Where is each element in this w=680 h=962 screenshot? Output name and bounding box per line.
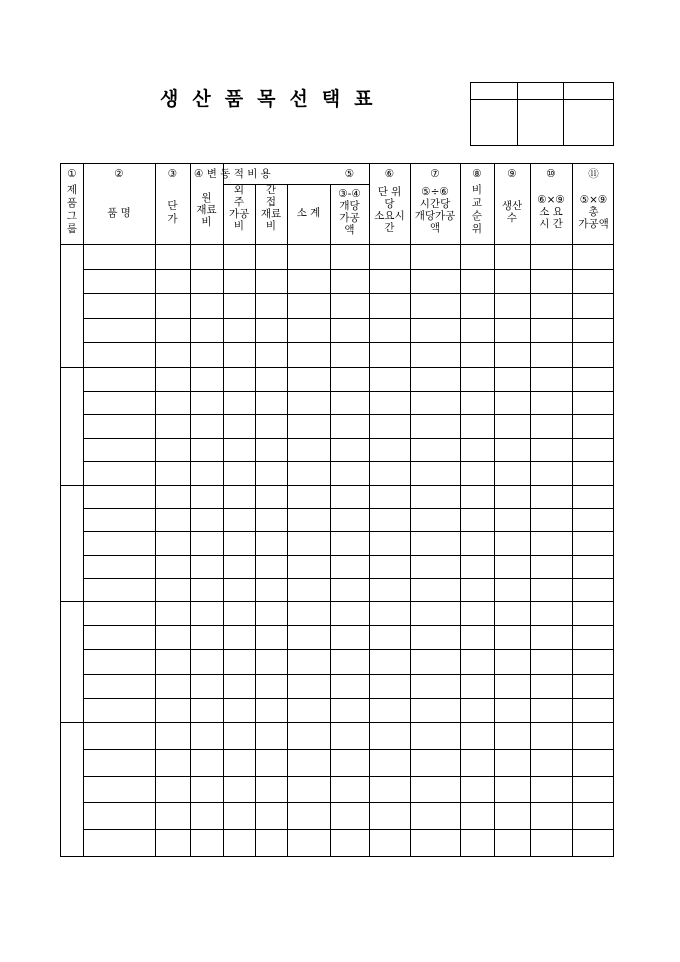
table-row — [83, 342, 613, 343]
title-char: 산 — [192, 88, 211, 110]
header-label: 제 — [66, 184, 78, 196]
header-label: 접 — [265, 196, 277, 208]
header-label: 품 — [66, 197, 78, 209]
header-label: 단 — [167, 200, 178, 212]
header-label: 시간당 — [419, 198, 451, 210]
header-label: 외 — [233, 184, 245, 196]
header-label: 소요시 — [374, 210, 405, 222]
header-number: ⑪ — [588, 168, 599, 180]
header-label: 그 — [66, 210, 78, 222]
header-label: 순 — [471, 210, 483, 222]
header-label: 가 — [167, 213, 178, 225]
column-line — [572, 164, 573, 856]
approval-divider — [563, 83, 564, 145]
header-label: ③-④ — [338, 188, 361, 200]
header-label: 비 — [471, 184, 483, 196]
table-row — [83, 578, 613, 579]
header-number: ⑧ — [472, 168, 482, 180]
table-row — [83, 391, 613, 392]
title-char: 표 — [354, 88, 373, 110]
column-line — [223, 164, 224, 856]
title-char: 목 — [257, 88, 276, 110]
header-label: 룹 — [66, 223, 78, 235]
column-line — [410, 164, 411, 856]
header-label: 간 — [384, 222, 395, 234]
header-label: ⑤×⑨ — [579, 194, 608, 206]
column-line — [255, 184, 256, 856]
title-char: 선 — [289, 88, 308, 110]
table-row — [83, 531, 613, 532]
header-number: ① — [67, 168, 77, 180]
column-line — [494, 164, 495, 856]
column-line — [460, 164, 461, 856]
table-row — [83, 555, 613, 556]
column-line — [530, 164, 531, 856]
table-row — [83, 461, 613, 462]
document-title — [160, 84, 387, 111]
group-divider — [61, 722, 613, 723]
table-row — [83, 269, 613, 270]
header-label: 소 계 — [296, 207, 321, 219]
header-number: ⑤ — [344, 168, 355, 180]
header-label: 생산 — [501, 200, 523, 212]
table-row — [83, 674, 613, 675]
header-label: 액 — [429, 222, 441, 234]
header-label: 가공 — [339, 212, 360, 224]
header-label: 수 — [506, 212, 518, 224]
header-label: 비 — [233, 220, 245, 232]
header-label: 품 명 — [107, 207, 131, 219]
column-line — [369, 164, 370, 856]
header-label: 교 — [471, 197, 483, 209]
group-divider — [61, 367, 613, 368]
header-label: 액 — [344, 224, 355, 236]
header-label: 원 — [201, 192, 212, 204]
header-label: 재료 — [260, 208, 282, 220]
group-divider — [61, 601, 613, 602]
header-label: 소 요 — [539, 206, 563, 218]
header-number: ③ — [167, 168, 178, 180]
approval-divider — [517, 83, 518, 145]
header-number: ⑦ — [430, 168, 440, 180]
column-line — [155, 164, 156, 856]
header-label: 가공 — [228, 208, 250, 220]
header-label: 비 — [265, 220, 277, 232]
table-row — [83, 625, 613, 626]
header-label: 시 간 — [539, 218, 563, 230]
column-line — [330, 184, 331, 856]
column-line — [83, 164, 84, 856]
table-row — [83, 698, 613, 699]
table-row — [83, 508, 613, 509]
header-number: ⑥ — [384, 168, 395, 180]
table-row — [83, 438, 613, 439]
table-row — [83, 829, 613, 830]
table-row — [83, 649, 613, 650]
table-row — [83, 802, 613, 803]
header-label: 가공액 — [578, 218, 609, 230]
header-label: 주 — [233, 196, 245, 208]
table-row — [83, 776, 613, 777]
title-char: 택 — [321, 88, 341, 110]
approval-divider — [471, 99, 613, 100]
approval-box — [470, 82, 614, 146]
title-char: 품 — [224, 88, 244, 110]
header-label: ⑥×⑨ — [537, 194, 565, 206]
column-line — [287, 184, 288, 856]
header-label: 위 — [471, 223, 483, 235]
header-label: 비 — [201, 216, 212, 228]
header-number: ② — [114, 168, 124, 180]
header-label: 재료 — [196, 204, 217, 216]
title-char: 생 — [160, 88, 179, 110]
header-label: 개당 — [339, 200, 360, 212]
group-divider — [61, 485, 613, 486]
header-label: 간 — [265, 184, 277, 196]
header-label: ⑤÷⑥ — [421, 186, 449, 198]
header-bottom-line — [61, 244, 613, 245]
selection-table — [60, 163, 614, 857]
header-label: 당 — [384, 198, 395, 210]
table-row — [83, 318, 613, 319]
table-row — [83, 414, 613, 415]
header-label: 개당가공 — [414, 210, 456, 222]
subheader-line — [223, 184, 369, 185]
header-number: ⑨ — [507, 168, 517, 180]
column-line — [190, 164, 191, 856]
table-row — [83, 749, 613, 750]
header-label: 단 위 — [377, 186, 402, 198]
table-row — [83, 293, 613, 294]
header-label: ④ 변 동 적 비 용 — [194, 168, 271, 180]
header-label: 총 — [588, 206, 599, 218]
header-number: ⑩ — [546, 168, 556, 180]
